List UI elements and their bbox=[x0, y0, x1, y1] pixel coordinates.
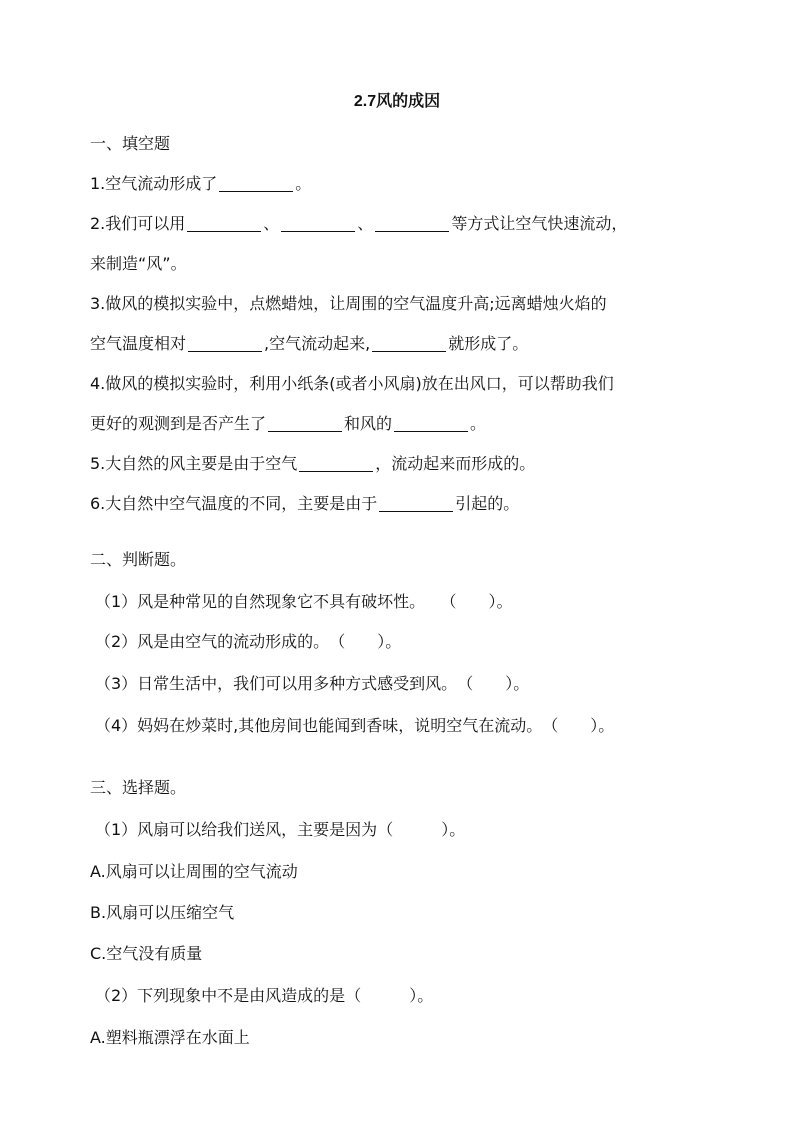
answer-blank[interactable] bbox=[379, 493, 453, 512]
question-judge-3: （3）日常生活中，我们可以用多种方式感受到风。（ ）。 bbox=[95, 672, 735, 696]
question-judge-2: （2）风是由空气的流动形成的。（ ）。 bbox=[95, 630, 735, 654]
answer-blank[interactable] bbox=[187, 213, 261, 232]
answer-paren[interactable]: （ ）。 bbox=[345, 986, 434, 1005]
question-fill-3: 3.做风的模拟实验中，点燃蜡烛，让周围的空气温度升高;远离蜡烛火焰的 bbox=[90, 294, 607, 313]
answer-paren[interactable]: （ ）。 bbox=[440, 592, 513, 611]
question-fill-4: 4.做风的模拟实验时，利用小纸条(或者小风扇)放在出风口，可以帮助我们 bbox=[90, 374, 614, 393]
answer-paren[interactable]: （ ）。 bbox=[377, 820, 466, 839]
question-fill-5: 5.大自然的风主要是由于空气 ，流动起来而形成的。 bbox=[90, 454, 536, 473]
answer-blank[interactable] bbox=[268, 413, 342, 432]
section-heading-choice: 三、选择题。 bbox=[90, 778, 187, 797]
section-heading-fill: 一、填空题 bbox=[90, 134, 171, 153]
answer-blank[interactable] bbox=[375, 213, 449, 232]
answer-blank[interactable] bbox=[281, 213, 355, 232]
option-choice-1-c[interactable]: C.空气没有质量 bbox=[90, 944, 203, 963]
option-choice-1-b[interactable]: B.风扇可以压缩空气 bbox=[90, 903, 235, 922]
question-fill-6: 6.大自然中空气温度的不同，主要是由于 引起的。 bbox=[90, 494, 520, 513]
answer-blank[interactable] bbox=[219, 173, 293, 192]
answer-blank[interactable] bbox=[394, 413, 468, 432]
answer-blank[interactable] bbox=[299, 453, 373, 472]
question-fill-4-cont: 更好的观测到是否产生了 和风的 。 bbox=[90, 414, 487, 433]
question-fill-3-cont: 空气温度相对 ,空气流动起来, 就形成了。 bbox=[90, 334, 529, 353]
question-judge-4: （4）妈妈在炒菜时,其他房间也能闻到香味，说明空气在流动。（ ）。 bbox=[95, 714, 735, 738]
question-fill-2-cont: 来制造“风”。 bbox=[90, 254, 187, 273]
question-fill-1: 1.空气流动形成了 。 bbox=[90, 174, 312, 193]
question-choice-1: （1）风扇可以给我们送风，主要是因为（ ）。 bbox=[95, 818, 735, 842]
question-judge-1: （1）风是种常见的自然现象它不具有破坏性。 （ ）。 bbox=[95, 590, 735, 614]
page-title: 2.7风的成因 bbox=[353, 93, 441, 110]
option-choice-1-a[interactable]: A.风扇可以让周围的空气流动 bbox=[90, 862, 298, 881]
question-fill-2: 2.我们可以用 、 、 等方式让空气快速流动， bbox=[90, 214, 628, 233]
question-choice-2: （2）下列现象中不是由风造成的是（ ）。 bbox=[95, 984, 735, 1008]
option-choice-2-a[interactable]: A.塑料瓶漂浮在水面上 bbox=[90, 1028, 250, 1047]
answer-paren[interactable]: （ ）。 bbox=[329, 632, 402, 651]
answer-blank[interactable] bbox=[188, 333, 262, 352]
answer-blank[interactable] bbox=[372, 333, 446, 352]
answer-paren[interactable]: （ ）。 bbox=[457, 674, 530, 693]
section-heading-judge: 二、判断题。 bbox=[90, 550, 187, 569]
answer-paren[interactable]: （ ）。 bbox=[542, 716, 615, 735]
